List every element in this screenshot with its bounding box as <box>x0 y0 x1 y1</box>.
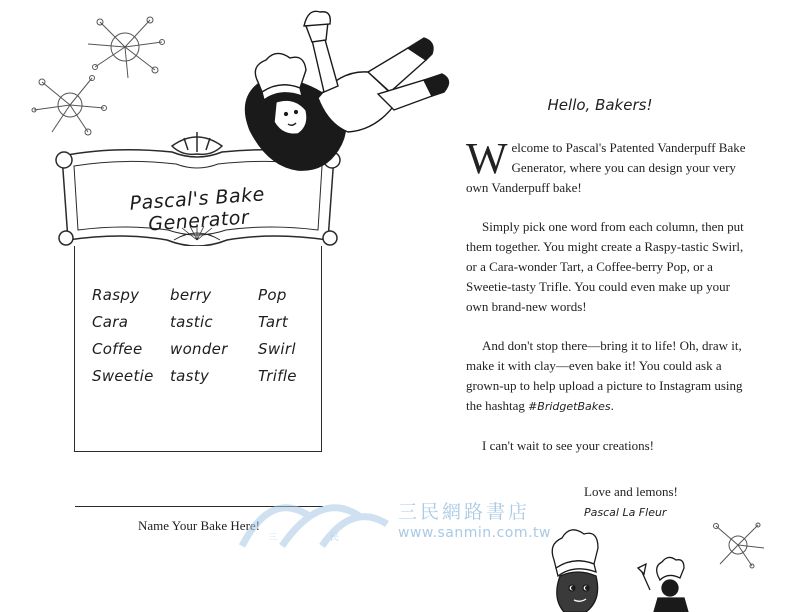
falling-girl-illustration <box>228 0 468 200</box>
drop-cap: W <box>466 134 508 183</box>
word-suffix: Tart <box>258 313 289 331</box>
word-suffix: Swirl <box>258 340 296 358</box>
word-middle: tasty <box>170 367 210 385</box>
word-middle: wonder <box>170 340 228 358</box>
letter-paragraph: Simply pick one word from each column, then put them together. You might create a Raspy-tastic Swirl, or a Cara-wonder Tart, a Coffee-berry Pop, or a Sweetie-tasty Trifle. You could even make up your own brand-new words! <box>466 219 744 314</box>
letter-paragraph: And don't stop there—bring it to life! Oh, draw it, make it with clay—even bake it! You could ask a grown-up to help upload a picture to Instagram using the hashtag #BridgetBakes. <box>466 338 743 413</box>
word-prefix: Sweetie <box>92 367 154 385</box>
word-prefix: Raspy <box>92 286 140 304</box>
watermark-logo-icon <box>232 488 392 548</box>
watermark-url: www.sanmin.com.tw <box>398 525 551 541</box>
word-suffix: Pop <box>258 286 287 304</box>
hashtag: #BridgetBakes <box>528 400 611 413</box>
name-your-bake-label: Name Your Bake Here! <box>137 518 261 533</box>
generator-title: Pascal's Bake Generator <box>128 183 266 236</box>
watermark-small-left: 三 <box>268 533 278 543</box>
signature: Pascal La Fleur <box>584 506 667 519</box>
word-middle: tastic <box>170 313 213 331</box>
word-middle: berry <box>170 286 212 304</box>
letter-paragraph: I can't wait to see your creations! <box>482 438 654 453</box>
word-grid <box>92 286 312 385</box>
chefs-illustration <box>546 520 706 612</box>
letter-paragraph: Welcome to Pascal's Patented Vanderpuff Bake Generator, where you can design your very own Vanderpuff bake! <box>466 134 746 195</box>
word-suffix: Trifle <box>258 367 297 385</box>
watermark-text: 三民網路書店 <box>398 501 531 523</box>
letter-heading: Hello, Bakers! <box>547 96 653 114</box>
flour-splat-icon <box>708 520 768 570</box>
watermark-small-right: 民 <box>330 533 340 543</box>
word-prefix: Coffee <box>92 340 143 358</box>
letter-closing <box>584 481 678 523</box>
closing-line: Love and lemons! <box>584 484 678 499</box>
letter-body <box>466 134 750 475</box>
word-prefix: Cara <box>92 313 129 331</box>
